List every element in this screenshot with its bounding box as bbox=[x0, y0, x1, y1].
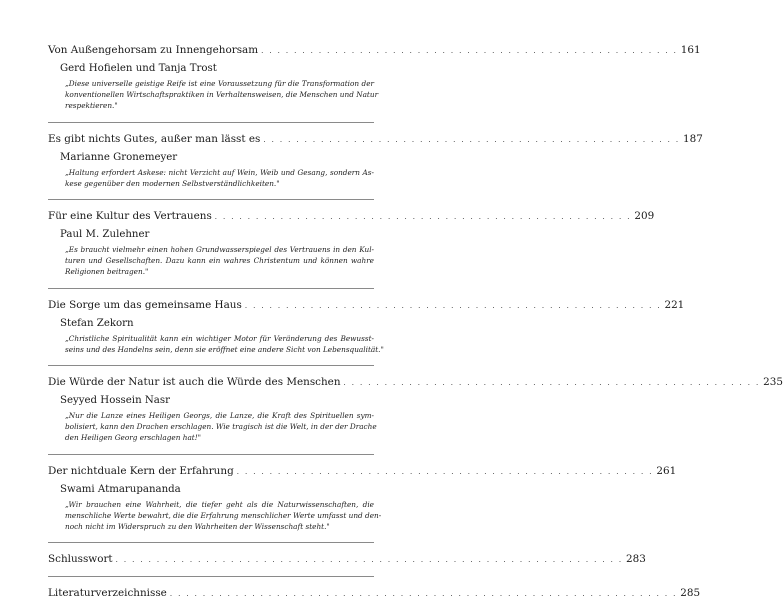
toc-entry-row bbox=[48, 298, 685, 312]
chapter-author: Marianne Gronemeyer bbox=[60, 151, 178, 163]
dot-leader: . . . . . . . . . . . . . . . . . . . . . . . . . . . . . . . . . . . . . . . . . . . . . . . . . . . bbox=[214, 213, 632, 222]
chapter-title: Die Sorge um das gemeinsame Haus bbox=[48, 298, 242, 311]
dot-leader: . . . . . . . . . . . . . . . . . . . . . . . . . . . . . . . . . . . . . . . . . . . . . . . . . . . . . . . . . . . . . . bbox=[169, 590, 678, 599]
page-number: 261 bbox=[656, 464, 677, 477]
chapter-title: Es gibt nichts Gutes, außer man lässt es bbox=[48, 132, 261, 145]
chapter-author: Stefan Zekorn bbox=[60, 317, 134, 329]
quote-line: konventionellen Wirtschaftspraktiken in Verhaltensweisen, die Menschen und Natur bbox=[65, 90, 379, 100]
separator bbox=[48, 454, 374, 455]
toc-entry bbox=[48, 464, 677, 533]
quote-line: „Nur die Lanze eines Heiligen Georgs, die Lanze, die Kraft des Spirituellen sym- bbox=[65, 411, 374, 421]
dot-leader: . . . . . . . . . . . . . . . . . . . . . . . . . . . . . . . . . . . . . . . . . . . . . . . . . . . bbox=[261, 47, 678, 55]
dot-leader: . . . . . . . . . . . . . . . . . . . . . . . . . . . . . . . . . . . . . . . . . . . . . . . . . . . bbox=[236, 467, 654, 476]
page-number: 209 bbox=[634, 210, 655, 223]
toc-entry bbox=[48, 587, 701, 600]
page-number: 235 bbox=[763, 376, 783, 389]
chapter-author: Seyyed Hossein Nasr bbox=[60, 395, 170, 407]
chapter-title: Für eine Kultur des Vertrauens bbox=[48, 210, 212, 223]
chapter-author: Swami Atmarupananda bbox=[60, 483, 181, 495]
dot-leader: . . . . . . . . . . . . . . . . . . . . . . . . . . . . . . . . . . . . . . . . . . . . . . . . . . . . . . . . . . . . . . bbox=[115, 556, 623, 565]
dot-leader: . . . . . . . . . . . . . . . . . . . . . . . . . . . . . . . . . . . . . . . . . . . . . . . . . . . bbox=[263, 135, 680, 144]
chapter-title: Literaturverzeichnisse bbox=[48, 587, 167, 600]
toc-entry-row bbox=[48, 44, 701, 57]
separator bbox=[48, 288, 374, 289]
toc-entry-row bbox=[48, 587, 701, 600]
toc-entry-row bbox=[48, 210, 655, 223]
toc-entry bbox=[48, 553, 646, 566]
page-number: 161 bbox=[680, 44, 701, 56]
toc-entry-row bbox=[48, 553, 646, 566]
quote-line: turen und Gesellschaften. Dazu kann ein wahres Christentum und können wahre bbox=[65, 256, 374, 266]
chapter-title: Der nichtduale Kern der Erfahrung bbox=[48, 464, 234, 477]
chapter-quote bbox=[65, 410, 377, 444]
page-number: 283 bbox=[626, 553, 646, 566]
toc-entry bbox=[48, 210, 655, 278]
quote-line: kese gegenüber den modernen Selbstverständlichkeiten." bbox=[65, 178, 280, 188]
separator bbox=[48, 122, 374, 123]
chapter-quote bbox=[65, 167, 374, 189]
separator bbox=[48, 365, 374, 366]
chapter-quote bbox=[65, 333, 384, 355]
toc-entry bbox=[48, 44, 701, 112]
toc-entry bbox=[48, 132, 703, 189]
page-number: 187 bbox=[683, 132, 703, 145]
chapter-quote bbox=[65, 244, 374, 278]
chapter-author: Gerd Hofielen und Tanja Trost bbox=[60, 63, 217, 74]
quote-line: „Diese universelle geistige Reife ist eine Voraussetzung für die Transformation der bbox=[65, 79, 374, 88]
chapter-author: Paul M. Zulehner bbox=[60, 229, 150, 241]
quote-line: Religionen beitragen." bbox=[65, 267, 149, 277]
quote-line: respektieren." bbox=[65, 101, 118, 111]
toc-entry bbox=[48, 298, 685, 355]
page-number: 285 bbox=[680, 587, 701, 600]
chapter-title: Schlusswort bbox=[48, 553, 113, 566]
dot-leader: . . . . . . . . . . . . . . . . . . . . . . . . . . . . . . . . . . . . . . . . . . . . . . . . . . . bbox=[343, 379, 761, 388]
quote-line: seins und des Handelns sein, denn sie eröffnet eine andere Sicht von Lebensqualität." bbox=[65, 344, 384, 354]
quote-line: menschliche Werte bewahrt, die die Erfahrung menschlicher Werte umfasst und den- bbox=[65, 510, 382, 520]
quote-line: den Heiligen Georg erschlagen hat!" bbox=[65, 433, 202, 443]
chapter-title: Von Außengehorsam zu Innengehorsam bbox=[48, 44, 259, 56]
page-number: 221 bbox=[664, 298, 685, 311]
separator bbox=[48, 199, 374, 200]
chapter-title: Die Würde der Natur ist auch die Würde des Menschen bbox=[48, 376, 341, 389]
quote-line: bolisiert, kann den Drachen erschlagen. Wie tragisch ist die Welt, in der der Drache bbox=[65, 422, 377, 432]
chapter-quote bbox=[65, 78, 379, 112]
separator bbox=[48, 576, 374, 577]
toc-entry-row bbox=[48, 464, 677, 478]
quote-line: „Christliche Spiritualität kann ein wichtiger Motor für Veränderung des Bewusst- bbox=[65, 333, 374, 343]
dot-leader: . . . . . . . . . . . . . . . . . . . . . . . . . . . . . . . . . . . . . . . . . . . . . . . . . . . bbox=[244, 301, 662, 310]
toc-entry-row bbox=[48, 132, 703, 146]
chapter-quote bbox=[65, 499, 382, 533]
table-of-contents bbox=[48, 44, 783, 600]
quote-line: „Es braucht vielmehr einen hohen Grundwasserspiegel des Vertrauens in den Kul- bbox=[65, 245, 374, 255]
toc-entry-row bbox=[48, 376, 783, 389]
quote-line: noch nicht im Widerspruch zu den Wahrheiten der Wissenschaft steht." bbox=[65, 522, 330, 532]
separator bbox=[48, 542, 374, 543]
quote-line: „Haltung erfordert Askese: nicht Verzicht auf Wein, Weib und Gesang, sondern As- bbox=[65, 167, 374, 177]
quote-line: „Wir brauchen eine Wahrheit, die tiefer geht als die Naturwissenschaften, die bbox=[65, 499, 374, 509]
toc-entry bbox=[48, 376, 783, 444]
